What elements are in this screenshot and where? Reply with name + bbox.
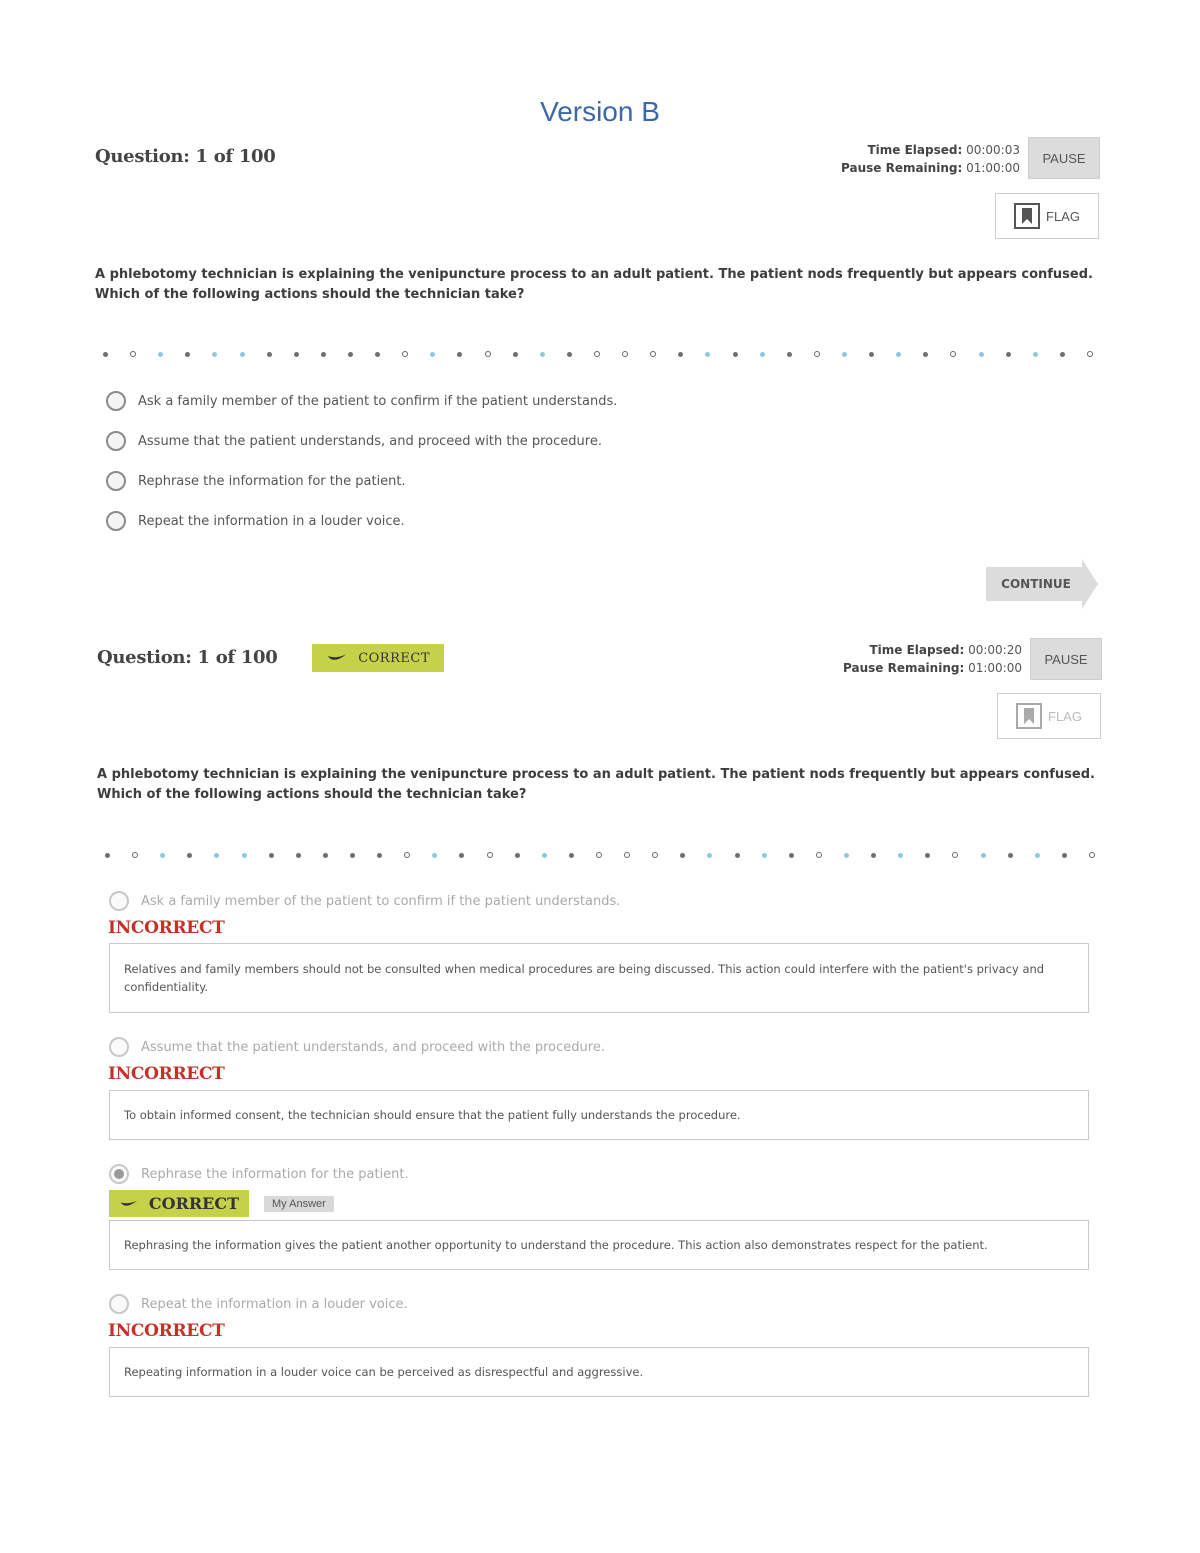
progress-dot[interactable] [187,853,192,858]
option-label: Assume that the patient understands, and proceed with the procedure. [141,1039,605,1055]
reviewed-option-3 [109,1164,409,1184]
time-elapsed-label: Time Elapsed: [869,643,965,657]
progress-dot[interactable] [678,352,683,357]
option-label: Rephrase the information for the patient. [141,1166,409,1182]
progress-dot[interactable] [130,351,136,357]
timer-readout [822,641,1022,677]
incorrect-label: INCORRECT [108,1064,225,1084]
answer-option-1[interactable] [106,391,617,411]
progress-dot[interactable] [789,853,794,858]
progress-dot[interactable] [375,352,380,357]
flag-button[interactable] [995,193,1099,239]
reviewed-option-4 [109,1294,408,1314]
pause-remaining-label: Pause Remaining: [843,661,965,675]
continue-label: CONTINUE [1001,577,1071,591]
explanation-box: Rephrasing the information gives the patient another opportunity to understand the procedure. This action also demonstrates respect for the patient. [109,1220,1089,1270]
question-text: A phlebotomy technician is explaining the venipuncture process to an adult patient. The patient nods frequently but appears confused. Which of the following actions should the technician take? [95,267,1093,302]
timer-readout [820,141,1020,177]
question-text: A phlebotomy technician is explaining the venipuncture process to an adult patient. The patient nods frequently but appears confused. Which of the following actions should the technician take? [97,767,1095,802]
radio-button [109,1037,129,1057]
flag-button[interactable] [997,693,1101,739]
progress-dot[interactable] [844,853,849,858]
question-progress-dots [105,850,1095,860]
radio-button[interactable] [106,431,126,451]
pause-button[interactable]: PAUSE [1028,137,1100,179]
time-elapsed-value: 00:00:03 [966,143,1020,157]
flag-label: FLAG [1046,208,1080,224]
progress-dot[interactable] [214,853,219,858]
progress-dot[interactable] [869,352,874,357]
progress-dot[interactable] [787,352,792,357]
progress-dot[interactable] [160,853,165,858]
progress-dot[interactable] [979,352,984,357]
progress-dot[interactable] [1033,352,1038,357]
progress-dot[interactable] [596,852,602,858]
progress-dot[interactable] [404,852,410,858]
radio-button [109,1294,129,1314]
progress-dot[interactable] [1006,352,1011,357]
swoosh-check-icon [119,1197,139,1211]
progress-dot[interactable] [952,852,958,858]
progress-dot[interactable] [487,852,493,858]
progress-dot[interactable] [158,352,163,357]
progress-dot[interactable] [321,352,326,357]
answer-option-2[interactable] [106,431,602,451]
question-counter: Question: 1 of 100 [95,146,276,167]
progress-dot[interactable] [103,352,108,357]
radio-button[interactable] [106,471,126,491]
progress-dot[interactable] [185,352,190,357]
incorrect-label: INCORRECT [108,918,225,938]
progress-dot[interactable] [296,853,301,858]
progress-dot[interactable] [871,853,876,858]
answer-option-3[interactable] [106,471,406,491]
progress-dot[interactable] [735,853,740,858]
progress-dot[interactable] [515,853,520,858]
radio-button[interactable] [106,391,126,411]
progress-dot[interactable] [1089,852,1095,858]
continue-button[interactable] [986,559,1098,609]
question-counter: Question: 1 of 100 [97,647,278,668]
progress-dot[interactable] [430,352,435,357]
option-label: Ask a family member of the patient to confirm if the patient understands. [138,393,618,409]
time-elapsed-value: 00:00:20 [968,643,1022,657]
pause-remaining-value: 01:00:00 [968,661,1022,675]
flag-label: FLAG [1048,708,1082,724]
progress-dot[interactable] [212,352,217,357]
question-progress-dots [103,349,1093,359]
progress-dot[interactable] [923,352,928,357]
progress-dot[interactable] [240,352,245,357]
incorrect-label: INCORRECT [108,1321,225,1341]
progress-dot[interactable] [622,351,628,357]
progress-dot[interactable] [650,351,656,357]
progress-dot[interactable] [733,352,738,357]
correct-badge [109,1190,249,1217]
explanation-box: Repeating information in a louder voice can be perceived as disrespectful and aggressive. [109,1347,1089,1397]
progress-dot[interactable] [485,351,491,357]
option-label: Assume that the patient understands, and proceed with the procedure. [138,433,602,449]
progress-dot[interactable] [705,352,710,357]
radio-button[interactable] [106,511,126,531]
progress-dot[interactable] [898,853,903,858]
pause-button[interactable]: PAUSE [1030,638,1102,680]
progress-dot[interactable] [950,351,956,357]
progress-dot[interactable] [402,351,408,357]
progress-dot[interactable] [350,853,355,858]
progress-dot[interactable] [294,352,299,357]
pause-remaining-label: Pause Remaining: [841,161,963,175]
correct-badge-label: CORRECT [358,650,430,666]
option-label: Repeat the information in a louder voice. [141,1296,408,1312]
progress-dot[interactable] [457,352,462,357]
pause-remaining-value: 01:00:00 [966,161,1020,175]
progress-dot[interactable] [1060,352,1065,357]
progress-dot[interactable] [624,852,630,858]
progress-dot[interactable] [981,853,986,858]
progress-dot[interactable] [267,352,272,357]
progress-dot[interactable] [1008,853,1013,858]
progress-dot[interactable] [925,853,930,858]
progress-dot[interactable] [432,853,437,858]
progress-dot[interactable] [594,351,600,357]
progress-dot[interactable] [762,853,767,858]
progress-dot[interactable] [896,352,901,357]
progress-dot[interactable] [652,852,658,858]
radio-button-selected [109,1164,129,1184]
progress-dot[interactable] [242,853,247,858]
progress-dot[interactable] [569,853,574,858]
progress-dot[interactable] [323,853,328,858]
progress-dot[interactable] [567,352,572,357]
progress-dot[interactable] [1062,853,1067,858]
progress-dot[interactable] [1035,853,1040,858]
progress-dot[interactable] [377,853,382,858]
progress-dot[interactable] [542,853,547,858]
progress-dot[interactable] [269,853,274,858]
reviewed-option-1 [109,891,620,911]
progress-dot[interactable] [814,351,820,357]
bookmark-flag-icon [1016,703,1042,729]
progress-dot[interactable] [760,352,765,357]
correct-badge [312,644,444,672]
radio-button [109,891,129,911]
progress-dot[interactable] [1087,351,1093,357]
reviewed-option-2 [109,1037,605,1057]
explanation-box: Relatives and family members should not be consulted when medical procedures are being discussed. This action could interfere with the patient's privacy and confidentiality. [109,943,1089,1013]
progress-dot[interactable] [842,352,847,357]
option-label: Ask a family member of the patient to confirm if the patient understands. [141,893,621,909]
progress-dot[interactable] [707,853,712,858]
progress-dot[interactable] [513,352,518,357]
time-elapsed-label: Time Elapsed: [867,143,963,157]
option-label: Rephrase the information for the patient. [138,473,406,489]
explanation-box: To obtain informed consent, the technician should ensure that the patient fully understands the procedure. [109,1090,1089,1140]
option-label: Repeat the information in a louder voice. [138,513,405,529]
swoosh-check-icon [326,651,348,665]
answer-option-4[interactable] [106,511,405,531]
progress-dot[interactable] [132,852,138,858]
progress-dot[interactable] [348,352,353,357]
correct-badge-label: CORRECT [148,1194,239,1213]
progress-dot[interactable] [105,853,110,858]
progress-dot[interactable] [540,352,545,357]
my-answer-tag: My Answer [264,1196,334,1212]
progress-dot[interactable] [459,853,464,858]
bookmark-flag-icon [1014,203,1040,229]
progress-dot[interactable] [680,853,685,858]
version-title: Version B [540,96,660,127]
progress-dot[interactable] [816,852,822,858]
